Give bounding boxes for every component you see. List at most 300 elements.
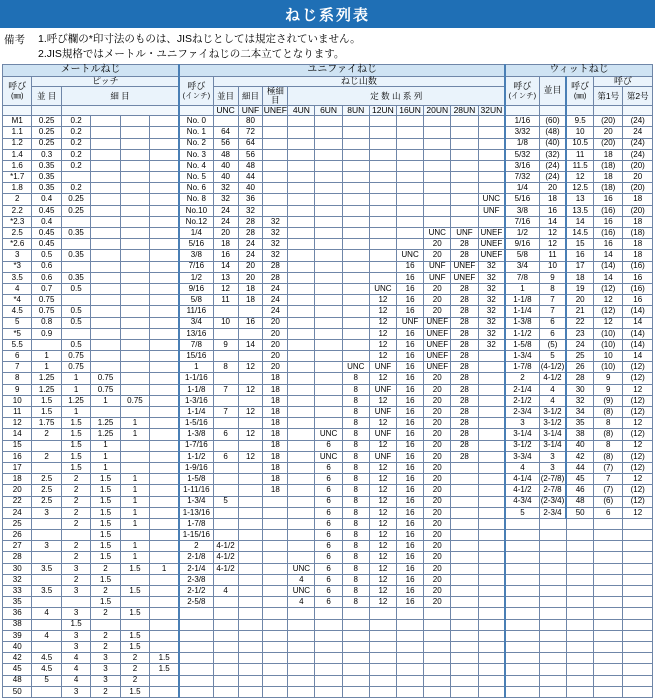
metric-fine-2 bbox=[91, 116, 120, 127]
unified-16un: 16 bbox=[397, 530, 424, 541]
unified-empty bbox=[213, 608, 238, 619]
unified-12un bbox=[369, 194, 396, 205]
whitworth-no2: (12) bbox=[623, 429, 653, 440]
whitworth-mm: 35 bbox=[566, 418, 593, 429]
unified-unef bbox=[263, 563, 288, 574]
unified-6un: 6 bbox=[315, 541, 342, 552]
unified-unef bbox=[263, 541, 288, 552]
metric-fine-2: 1.5 bbox=[91, 496, 120, 507]
metric-coarse: 0.45 bbox=[32, 205, 61, 216]
unified-32un bbox=[478, 440, 505, 451]
unified-unf bbox=[238, 563, 263, 574]
metric-coarse: 1 bbox=[32, 362, 61, 373]
metric-fine-3 bbox=[120, 283, 149, 294]
thread-series-table bbox=[2, 64, 653, 697]
metric-fine-1 bbox=[61, 172, 90, 183]
unified-unf: 12 bbox=[238, 451, 263, 462]
unified-unef: 24 bbox=[263, 283, 288, 294]
whitworth-mm: 10 bbox=[566, 127, 593, 138]
metric-size: 12 bbox=[3, 418, 32, 429]
whitworth-no1: 12 bbox=[594, 317, 623, 328]
metric-fine-3 bbox=[120, 183, 149, 194]
whitworth-empty bbox=[623, 630, 653, 641]
whitworth-empty bbox=[594, 630, 623, 641]
unified-empty bbox=[213, 619, 238, 630]
whitworth-coarse: 3 bbox=[539, 451, 566, 462]
metric-size: 7 bbox=[3, 362, 32, 373]
metric-fine-3: 1 bbox=[120, 518, 149, 529]
unified-20un: 20 bbox=[424, 306, 451, 317]
unified-empty bbox=[263, 675, 288, 686]
whitworth-no2: 20 bbox=[623, 172, 653, 183]
metric-coarse: 2.5 bbox=[32, 496, 61, 507]
metric-fine-2: 1.5 bbox=[91, 474, 120, 485]
whitworth-size: 5 bbox=[505, 507, 539, 518]
metric-fine-3 bbox=[120, 451, 149, 462]
table-row bbox=[3, 507, 653, 518]
metric-coarse bbox=[32, 686, 61, 697]
unified-empty bbox=[179, 608, 213, 619]
unified-32un bbox=[478, 429, 505, 440]
unified-unf bbox=[238, 496, 263, 507]
unified-unef: 18 bbox=[263, 474, 288, 485]
metric-coarse: 0.25 bbox=[32, 127, 61, 138]
unified-28un bbox=[451, 597, 478, 608]
metric-fine-1: 1.5 bbox=[61, 429, 90, 440]
metric-fine-4 bbox=[150, 407, 179, 418]
header-unf-kind: 細目 bbox=[238, 87, 263, 106]
whitworth-empty bbox=[566, 552, 593, 563]
metric-fine-3 bbox=[120, 295, 149, 306]
unified-12un: 12 bbox=[369, 328, 396, 339]
whitworth-coarse: (2-7/8) bbox=[539, 474, 566, 485]
metric-size: 1.1 bbox=[3, 127, 32, 138]
unified-16un: 16 bbox=[397, 283, 424, 294]
metric-size: *2.6 bbox=[3, 239, 32, 250]
unified-unf bbox=[238, 462, 263, 473]
unified-unef bbox=[263, 205, 288, 216]
label-unf: UNF bbox=[238, 106, 263, 116]
unified-size: 1-3/8 bbox=[179, 429, 213, 440]
whitworth-empty bbox=[594, 664, 623, 675]
metric-fine-1: 2 bbox=[61, 474, 90, 485]
metric-fine-4 bbox=[150, 194, 179, 205]
whitworth-no1: (10) bbox=[594, 339, 623, 350]
unified-unc: 32 bbox=[213, 194, 238, 205]
unified-20un: 20 bbox=[424, 384, 451, 395]
whitworth-empty bbox=[594, 653, 623, 664]
unified-20un: 20 bbox=[424, 429, 451, 440]
whitworth-no2: (16) bbox=[623, 261, 653, 272]
metric-fine-4 bbox=[150, 440, 179, 451]
whitworth-no2: (12) bbox=[623, 462, 653, 473]
unified-28un: 28 bbox=[451, 407, 478, 418]
whitworth-empty bbox=[594, 552, 623, 563]
unified-unc: 40 bbox=[213, 172, 238, 183]
whitworth-no1: (20) bbox=[594, 116, 623, 127]
unified-8un bbox=[342, 183, 369, 194]
unified-empty bbox=[369, 653, 396, 664]
unified-8un bbox=[342, 306, 369, 317]
metric-fine-2: 2 bbox=[91, 563, 120, 574]
unified-8un bbox=[342, 116, 369, 127]
unified-12un bbox=[369, 216, 396, 227]
unified-32un bbox=[478, 127, 505, 138]
whitworth-coarse: 8 bbox=[539, 283, 566, 294]
unified-28un: UNEF bbox=[451, 272, 478, 283]
table-row bbox=[3, 228, 653, 239]
unified-unef: 28 bbox=[263, 272, 288, 283]
whitworth-coarse: 11 bbox=[539, 250, 566, 261]
whitworth-empty bbox=[623, 518, 653, 529]
unified-unef: 18 bbox=[263, 429, 288, 440]
metric-fine-2: 2 bbox=[91, 608, 120, 619]
whitworth-coarse: (5) bbox=[539, 339, 566, 350]
whitworth-no1: 6 bbox=[594, 507, 623, 518]
unified-12un: 12 bbox=[369, 563, 396, 574]
unified-empty bbox=[342, 619, 369, 630]
unified-32un: 32 bbox=[478, 339, 505, 350]
unified-4un bbox=[288, 440, 315, 451]
unified-12un: 12 bbox=[369, 496, 396, 507]
table-row bbox=[3, 127, 653, 138]
unified-empty bbox=[424, 619, 451, 630]
unified-28un: 28 bbox=[451, 429, 478, 440]
unified-empty bbox=[478, 641, 505, 652]
table-row bbox=[3, 183, 653, 194]
metric-fine-3: 1.5 bbox=[120, 563, 149, 574]
metric-fine-1 bbox=[61, 216, 90, 227]
table-row bbox=[3, 295, 653, 306]
unified-12un: 12 bbox=[369, 485, 396, 496]
metric-fine-1: 1 bbox=[61, 384, 90, 395]
unified-28un: 28 bbox=[451, 362, 478, 373]
whitworth-empty bbox=[539, 586, 566, 597]
unified-16un bbox=[397, 194, 424, 205]
metric-fine-4 bbox=[150, 228, 179, 239]
whitworth-coarse: 3-1/4 bbox=[539, 429, 566, 440]
metric-coarse bbox=[32, 462, 61, 473]
metric-fine-4 bbox=[150, 541, 179, 552]
table-row bbox=[3, 630, 653, 641]
metric-fine-4: 1 bbox=[150, 563, 179, 574]
whitworth-coarse: 10 bbox=[539, 261, 566, 272]
metric-coarse: 1.75 bbox=[32, 418, 61, 429]
unified-28un bbox=[451, 541, 478, 552]
metric-coarse: 4 bbox=[32, 608, 61, 619]
unified-empty bbox=[342, 675, 369, 686]
unified-4un bbox=[288, 373, 315, 384]
metric-fine-3: 2 bbox=[120, 675, 149, 686]
unified-8un bbox=[342, 149, 369, 160]
unified-unc: 40 bbox=[213, 160, 238, 171]
whitworth-no2: 24 bbox=[623, 127, 653, 138]
table-row bbox=[3, 608, 653, 619]
whitworth-size: 1/2 bbox=[505, 228, 539, 239]
metric-fine-1: 3 bbox=[61, 641, 90, 652]
metric-fine-3: 1 bbox=[120, 507, 149, 518]
whitworth-empty bbox=[594, 597, 623, 608]
unified-unc bbox=[213, 507, 238, 518]
unified-12un: 12 bbox=[369, 474, 396, 485]
unified-empty bbox=[238, 664, 263, 675]
unified-16un: 16 bbox=[397, 597, 424, 608]
metric-coarse: 1 bbox=[32, 351, 61, 362]
metric-coarse: 2.5 bbox=[32, 485, 61, 496]
unified-size: 1-7/16 bbox=[179, 440, 213, 451]
unified-28un bbox=[451, 149, 478, 160]
unified-empty bbox=[288, 608, 315, 619]
unified-empty bbox=[424, 664, 451, 675]
label-unef: UNEF bbox=[263, 105, 287, 116]
metric-coarse: 3 bbox=[32, 541, 61, 552]
unified-empty bbox=[288, 675, 315, 686]
metric-fine-1: 3 bbox=[61, 563, 90, 574]
metric-fine-1: 0.2 bbox=[61, 149, 90, 160]
unified-unef bbox=[263, 138, 288, 149]
unified-12un: UNF bbox=[369, 429, 396, 440]
metric-fine-2 bbox=[91, 362, 120, 373]
unified-20un bbox=[424, 149, 451, 160]
whitworth-empty bbox=[566, 574, 593, 585]
metric-fine-2 bbox=[91, 228, 120, 239]
unified-16un bbox=[397, 216, 424, 227]
whitworth-size: 2-1/4 bbox=[505, 384, 539, 395]
whitworth-no2: (12) bbox=[623, 485, 653, 496]
unified-6un bbox=[315, 194, 342, 205]
unified-32un: 32 bbox=[478, 328, 505, 339]
whitworth-mm: 14 bbox=[566, 216, 593, 227]
unified-unef bbox=[263, 116, 288, 127]
unified-unf bbox=[238, 395, 263, 406]
unified-4un bbox=[288, 485, 315, 496]
whitworth-no1: (10) bbox=[594, 362, 623, 373]
unified-32un bbox=[478, 485, 505, 496]
whitworth-empty bbox=[539, 518, 566, 529]
unified-12un bbox=[369, 272, 396, 283]
unified-16un: 16 bbox=[397, 351, 424, 362]
whitworth-no1: 10 bbox=[594, 351, 623, 362]
unified-8un bbox=[342, 127, 369, 138]
whitworth-empty bbox=[505, 518, 539, 529]
metric-fine-3 bbox=[120, 328, 149, 339]
metric-size: 33 bbox=[3, 586, 32, 597]
unified-8un: 8 bbox=[342, 462, 369, 473]
whitworth-no2: 12 bbox=[623, 507, 653, 518]
unified-32un bbox=[478, 541, 505, 552]
metric-fine-1: 0.2 bbox=[61, 127, 90, 138]
table-row bbox=[3, 530, 653, 541]
unified-32un bbox=[478, 116, 505, 127]
whitworth-no2: (12) bbox=[623, 451, 653, 462]
unified-16un: 16 bbox=[397, 407, 424, 418]
metric-fine-3 bbox=[120, 228, 149, 239]
unified-4un bbox=[288, 239, 315, 250]
whitworth-no2: 12 bbox=[623, 440, 653, 451]
group-metric: メートルねじ bbox=[3, 65, 180, 77]
table-row bbox=[3, 686, 653, 697]
whitworth-size: 3-1/4 bbox=[505, 429, 539, 440]
metric-coarse: 0.6 bbox=[32, 261, 61, 272]
whitworth-coarse: 2-7/8 bbox=[539, 485, 566, 496]
unified-unef bbox=[263, 160, 288, 171]
whitworth-mm: 44 bbox=[566, 462, 593, 473]
whitworth-no1: (7) bbox=[594, 462, 623, 473]
unified-unef bbox=[263, 507, 288, 518]
metric-fine-3 bbox=[120, 362, 149, 373]
unified-unf bbox=[238, 541, 263, 552]
whitworth-size: 1-3/4 bbox=[505, 351, 539, 362]
unified-8un: 8 bbox=[342, 530, 369, 541]
whitworth-no1: 14 bbox=[594, 272, 623, 283]
unified-unc: 32 bbox=[213, 183, 238, 194]
unified-20un: 20 bbox=[424, 440, 451, 451]
unified-32un bbox=[478, 474, 505, 485]
metric-fine-3: 2 bbox=[120, 653, 149, 664]
metric-fine-2 bbox=[91, 205, 120, 216]
unified-empty bbox=[288, 641, 315, 652]
metric-fine-2: 1.5 bbox=[91, 485, 120, 496]
table-row bbox=[3, 116, 653, 127]
metric-fine-3 bbox=[120, 440, 149, 451]
metric-fine-1: 0.75 bbox=[61, 362, 90, 373]
unified-empty bbox=[397, 653, 424, 664]
unified-12un: 12 bbox=[369, 440, 396, 451]
metric-fine-1: 0.35 bbox=[61, 272, 90, 283]
unified-20un: 20 bbox=[424, 451, 451, 462]
note-line-2: 2.JIS規格ではメートル・ユニファイねじの二本立てとなります。 bbox=[38, 48, 345, 61]
unified-20un: UNC bbox=[424, 228, 451, 239]
whitworth-empty bbox=[539, 653, 566, 664]
unified-6un bbox=[315, 250, 342, 261]
metric-fine-2 bbox=[91, 138, 120, 149]
unified-empty bbox=[342, 653, 369, 664]
unified-16un: 16 bbox=[397, 306, 424, 317]
table-row bbox=[3, 239, 653, 250]
unified-unf bbox=[238, 418, 263, 429]
whitworth-no1: (20) bbox=[594, 138, 623, 149]
unified-empty bbox=[451, 641, 478, 652]
table-row bbox=[3, 563, 653, 574]
whitworth-coarse: (60) bbox=[539, 116, 566, 127]
unified-6un bbox=[315, 116, 342, 127]
table-row bbox=[3, 552, 653, 563]
metric-fine-4: 1.5 bbox=[150, 664, 179, 675]
metric-fine-4 bbox=[150, 317, 179, 328]
whitworth-size: 1-1/4 bbox=[505, 306, 539, 317]
metric-fine-1: 1.5 bbox=[61, 619, 90, 630]
unified-unc: 48 bbox=[213, 149, 238, 160]
whitworth-size: 3-3/4 bbox=[505, 451, 539, 462]
table-row bbox=[3, 485, 653, 496]
unified-unc bbox=[213, 395, 238, 406]
unified-20un bbox=[424, 205, 451, 216]
whitworth-empty bbox=[594, 641, 623, 652]
unified-empty bbox=[263, 630, 288, 641]
metric-fine-3 bbox=[120, 317, 149, 328]
metric-fine-4 bbox=[150, 518, 179, 529]
whitworth-no1: (18) bbox=[594, 160, 623, 171]
metric-size: 28 bbox=[3, 552, 32, 563]
unified-empty bbox=[369, 675, 396, 686]
unified-empty bbox=[478, 686, 505, 697]
unified-20un: 20 bbox=[424, 407, 451, 418]
unified-6un bbox=[315, 239, 342, 250]
unified-12un: 12 bbox=[369, 518, 396, 529]
whitworth-coarse: 20 bbox=[539, 183, 566, 194]
unified-unef bbox=[263, 552, 288, 563]
subheader-w-coarse-blank bbox=[539, 106, 566, 116]
metric-fine-1: 2 bbox=[61, 574, 90, 585]
unified-8un: 8 bbox=[342, 586, 369, 597]
unified-12un: 12 bbox=[369, 339, 396, 350]
whitworth-mm: 11 bbox=[566, 149, 593, 160]
unified-empty bbox=[451, 653, 478, 664]
whitworth-mm: 45 bbox=[566, 474, 593, 485]
unified-4un bbox=[288, 351, 315, 362]
unified-size: 1-5/8 bbox=[179, 474, 213, 485]
whitworth-no2: 12 bbox=[623, 474, 653, 485]
unified-4un bbox=[288, 160, 315, 171]
unified-unef: 32 bbox=[263, 228, 288, 239]
unified-unc: 11 bbox=[213, 295, 238, 306]
whitworth-mm: 20 bbox=[566, 295, 593, 306]
unified-empty bbox=[478, 619, 505, 630]
table-row bbox=[3, 518, 653, 529]
unified-16un: UNF bbox=[397, 317, 424, 328]
whitworth-empty bbox=[566, 586, 593, 597]
metric-fine-1: 3 bbox=[61, 686, 90, 697]
metric-fine-1: 1.5 bbox=[61, 462, 90, 473]
unified-empty bbox=[238, 630, 263, 641]
unified-6un bbox=[315, 328, 342, 339]
whitworth-empty bbox=[539, 574, 566, 585]
whitworth-no1: 14 bbox=[594, 250, 623, 261]
whitworth-mm: 13 bbox=[566, 194, 593, 205]
unified-unef: 32 bbox=[263, 250, 288, 261]
unified-28un bbox=[451, 160, 478, 171]
metric-fine-3: 1 bbox=[120, 485, 149, 496]
unified-4un bbox=[288, 283, 315, 294]
unified-unf bbox=[238, 373, 263, 384]
unified-8un bbox=[342, 351, 369, 362]
unified-empty bbox=[424, 630, 451, 641]
metric-fine-2: 1 bbox=[91, 395, 120, 406]
whitworth-empty bbox=[505, 586, 539, 597]
unified-size: No. 1 bbox=[179, 127, 213, 138]
whitworth-coarse: (24) bbox=[539, 160, 566, 171]
table-row bbox=[3, 261, 653, 272]
metric-fine-3: 1 bbox=[120, 496, 149, 507]
whitworth-size: 3-1/2 bbox=[505, 440, 539, 451]
unified-8un bbox=[342, 283, 369, 294]
unified-16un: 16 bbox=[397, 328, 424, 339]
unified-unf: 72 bbox=[238, 127, 263, 138]
metric-fine-4 bbox=[150, 116, 179, 127]
metric-fine-2 bbox=[91, 283, 120, 294]
unified-32un bbox=[478, 384, 505, 395]
unified-unef: 18 bbox=[263, 462, 288, 473]
unified-unf: 80 bbox=[238, 116, 263, 127]
metric-fine-2: 1.5 bbox=[91, 574, 120, 585]
unified-8un: 8 bbox=[342, 429, 369, 440]
metric-fine-4 bbox=[150, 160, 179, 171]
whitworth-empty bbox=[594, 574, 623, 585]
unified-6un: UNC bbox=[315, 429, 342, 440]
unified-12un: 12 bbox=[369, 317, 396, 328]
whitworth-empty bbox=[623, 686, 653, 697]
unified-32un bbox=[478, 395, 505, 406]
